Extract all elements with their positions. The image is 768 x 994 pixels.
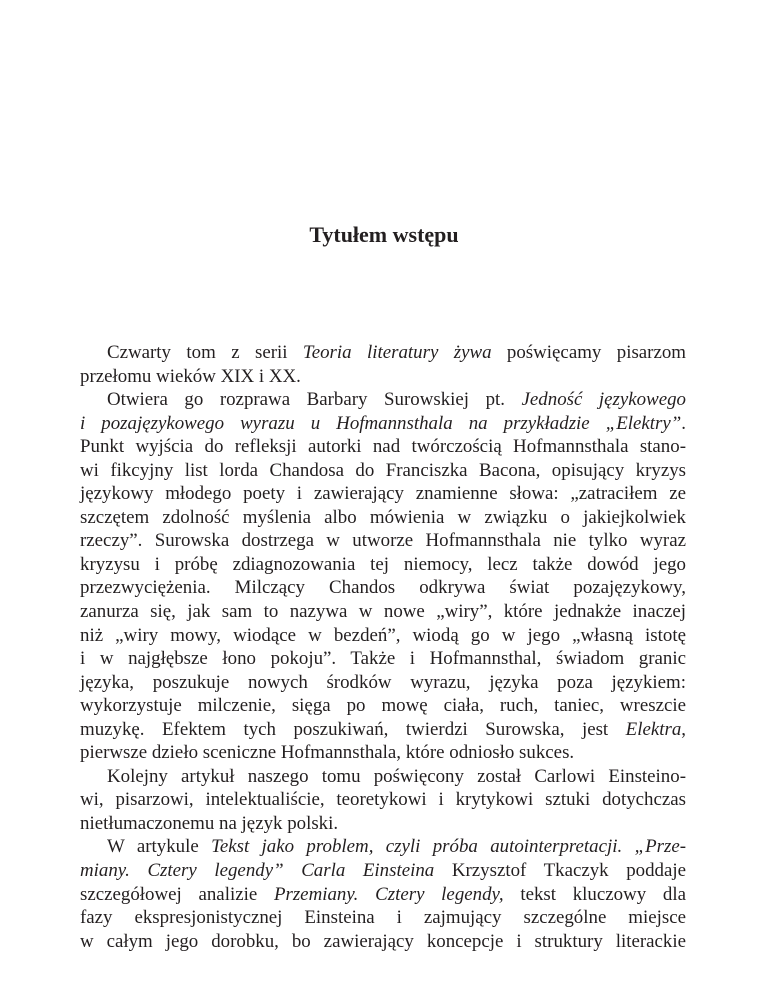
text-run: , <box>681 718 686 740</box>
text-line <box>80 388 686 412</box>
text-line <box>80 624 686 648</box>
text-line <box>80 647 686 671</box>
page-title: Tytułem wstępu <box>309 222 459 247</box>
text-line <box>80 553 686 577</box>
italic-text: Elektra <box>625 718 682 740</box>
text-run: pierwsze dzieło sceniczne Hofmannsthala, które odniosło sukces. <box>80 742 575 764</box>
italic-text: Teoria literatury żywa <box>302 342 492 363</box>
text-line <box>80 600 686 624</box>
text-run: Czwarty tom z serii <box>107 342 303 363</box>
text-run: zanurza się, jak sam to nazywa w nowe „wiry”, które jednakże inaczej <box>80 601 686 623</box>
text-line <box>80 906 686 930</box>
text-run: rzeczy”. Surowska dostrzega w utworze Hofmannsthala nie tylko wyraz <box>80 530 686 552</box>
text-run: w całym jego dorobku, bo zawierający koncepcje i struktury literackie <box>80 930 686 952</box>
text-run: szczętem zdolność myślenia albo mówienia w związku o jakiejkolwiek <box>80 506 686 528</box>
text-line <box>80 576 686 600</box>
text-run: językowy młodego poety i zawierający znamienne słowa: „zatraciłem ze <box>80 483 686 505</box>
text-run: przełomu wieków XIX i XX. <box>80 365 301 387</box>
text-run: języka, poszukuje nowych środków wyrazu, języka poza językiem: <box>80 671 686 693</box>
text-run: kryzysu i próbę zdiagnozowania tej niemocy, lecz także dowód jego <box>80 553 686 575</box>
body-text <box>80 341 686 953</box>
text-run: W artykule <box>107 836 212 858</box>
text-line <box>80 812 686 836</box>
text-line <box>80 412 686 436</box>
text-line <box>80 694 686 718</box>
italic-text: Jedność językowego <box>521 389 686 411</box>
text-line <box>80 718 686 742</box>
text-run: wi, pisarzowi, intelektualiście, teoretykowi i krytykowi sztuki dotychczas <box>80 789 686 811</box>
text-line <box>80 788 686 812</box>
italic-text: i pozajęzykowego wyrazu u Hofmannsthala na przykładzie „Elektry” <box>80 412 682 434</box>
text-run: Krzysztof Tkaczyk poddaje <box>434 860 687 882</box>
text-line <box>80 341 686 365</box>
text-run: wi fikcyjny list lorda Chandosa do Franciszka Bacona, opisujący kryzys <box>80 459 686 481</box>
text-line <box>80 459 686 483</box>
text-run: tekst kluczowy dla <box>503 883 686 905</box>
text-line <box>80 435 686 459</box>
italic-text: miany. Cztery legendy” Carla Einsteina <box>80 860 435 882</box>
text-run: szczegółowej analizie <box>80 883 274 905</box>
text-run: Kolejny artykuł naszego tomu poświęcony został Carlowi Einsteino- <box>107 765 686 787</box>
text-run: przezwyciężenia. Milczący Chandos odkrywa świat pozajęzykowy, <box>80 577 686 599</box>
text-line <box>80 365 686 389</box>
text-run: . <box>681 412 686 434</box>
text-line <box>80 671 686 695</box>
text-line <box>80 482 686 506</box>
text-line <box>80 529 686 553</box>
text-run: poświęcamy pisarzom <box>491 342 686 363</box>
text-line <box>80 930 686 954</box>
text-run: fazy ekspresjonistycznej Einsteina i zajmujący szczególne miejsce <box>80 907 686 929</box>
text-run: Punkt wyjścia do refleksji autorki nad twórczością Hofmannsthala stano- <box>80 436 686 458</box>
text-line <box>80 859 686 883</box>
text-line <box>80 741 686 765</box>
text-line <box>80 835 686 859</box>
italic-text: Tekst jako problem, czyli próba autointerpretacji. „Prze- <box>211 836 687 858</box>
text-run: muzykę. Efektem tych poszukiwań, twierdzi Surowska, jest <box>80 718 626 740</box>
text-line <box>80 883 686 907</box>
text-run: niż „wiry mowy, wiodące w bezdeń”, wiodą go w jego „własną istotę <box>80 624 686 646</box>
text-run: nietłumaczonemu na język polski. <box>80 812 339 834</box>
italic-text: Przemiany. Cztery legendy, <box>273 883 504 905</box>
text-run: i w najgłębsze łono pokoju”. Także i Hofmannsthal, świadom granic <box>80 648 686 670</box>
text-line <box>80 765 686 789</box>
text-run: Otwiera go rozprawa Barbary Surowskiej pt. <box>107 389 522 411</box>
text-line <box>80 506 686 530</box>
text-run: wykorzystuje milczenie, sięga po mowę ciała, ruch, taniec, wreszcie <box>80 695 686 717</box>
